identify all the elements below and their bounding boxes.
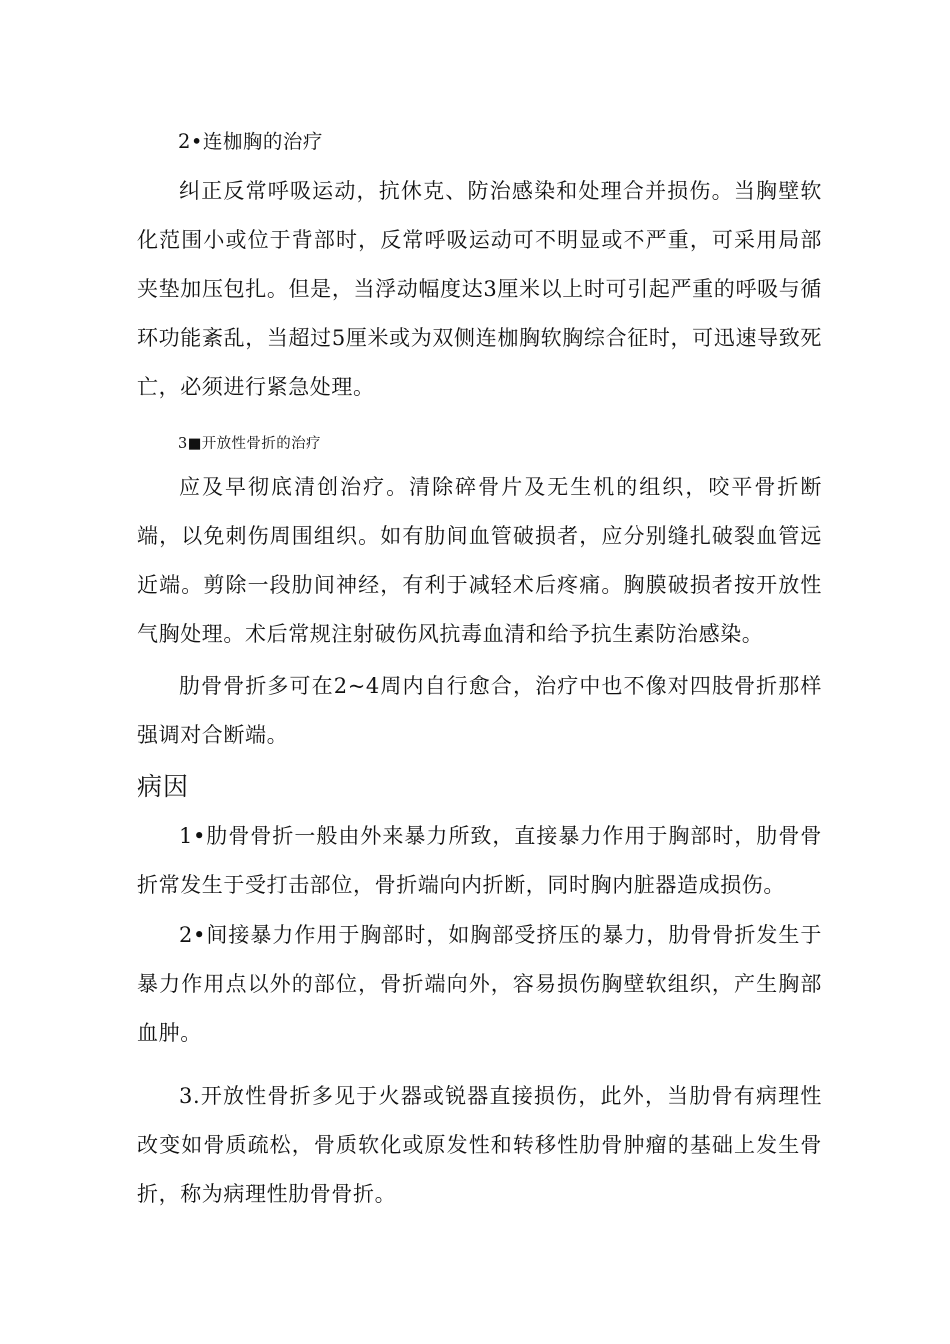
section-title-flail-chest-treatment: 2•连枷胸的治疗 xyxy=(178,130,323,153)
paragraph-etiology-2: 2•间接暴力作用于胸部时，如胸部受挤压的暴力，肋骨骨折发生于暴力作用点以外的部位，骨折端向外，容易损伤胸壁软组织，产生胸部血肿。 xyxy=(137,923,822,1045)
paragraph-flail-chest-treatment: 纠正反常呼吸运动，抗休克、防治感染和处理合并损伤。当胸壁软化范围小或位于背部时，反常呼吸运动可不明显或不严重，可采用局部夹垫加压包扎。但是，当浮动幅度达3厘米以上时可引起严重的呼吸与循环功能紊乱，当超过5厘米或为双侧连枷胸软胸综合征时，可迅速导致死亡，必须进行紧急处理。 xyxy=(137,179,822,399)
paragraph-open-fracture-treatment: 应及早彻底清创治疗。清除碎骨片及无生机的组织，咬平骨折断端，以免刺伤周围组织。如有肋间血管破损者，应分别缝扎破裂血管远近端。剪除一段肋间神经，有利于减轻术后疼痛。胸膜破损者按开放性气胸处理。术后常规注射破伤风抗毒血清和给予抗生素防治感染。 xyxy=(137,475,822,646)
heading-etiology: 病因 xyxy=(137,772,190,801)
section-title-open-fracture-treatment: 3■开放性骨折的治疗 xyxy=(178,436,321,452)
paragraph-etiology-1: 1•肋骨骨折一般由外来暴力所致，直接暴力作用于胸部时，肋骨骨折常发生于受打击部位，骨折端向内折断，同时胸内脏器造成损伤。 xyxy=(137,824,822,897)
paragraph-etiology-3: 3.开放性骨折多见于火器或锐器直接损伤，此外，当肋骨有病理性改变如骨质疏松，骨质软化或原发性和转移性肋骨肿瘤的基础上发生骨折，称为病理性肋骨骨折。 xyxy=(137,1084,822,1206)
paragraph-healing: 肋骨骨折多可在2~4周内自行愈合，治疗中也不像对四肢骨折那样强调对合断端。 xyxy=(137,674,822,747)
